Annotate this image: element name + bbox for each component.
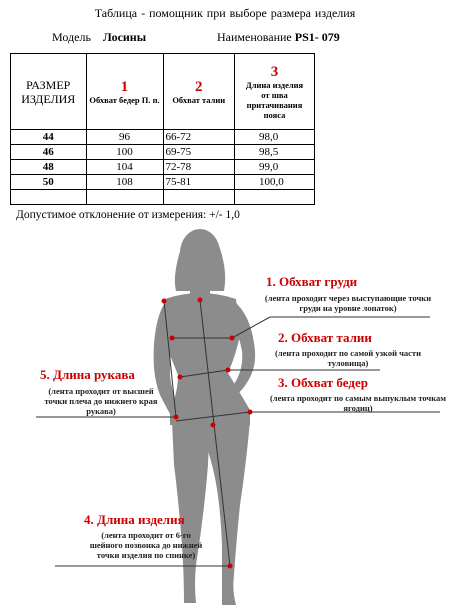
col-hips-header: 1 Обхват бедер П. п. xyxy=(86,54,163,130)
name-value: PS1- 079 xyxy=(294,30,340,44)
body-figure xyxy=(0,225,450,616)
waist-title: 2. Обхват талии xyxy=(278,330,372,345)
col-waist-header: 2 Обхват талии xyxy=(163,54,234,130)
hips-title: 3. Обхват бедер xyxy=(278,375,368,390)
model-field xyxy=(52,30,146,45)
table-row: 46 100 69-75 98,5 xyxy=(11,145,315,160)
name-label: Наименование xyxy=(217,30,292,44)
chest-title: 1. Обхват груди xyxy=(266,274,358,289)
hips-note: (лента проходит по самым выпуклым точкам ягодиц) xyxy=(269,393,447,413)
col-length-header: 3 Длина изделия от шва притачивания пояса xyxy=(235,54,315,130)
table-row: 44 96 66-72 98,0 xyxy=(11,130,315,145)
chest-note: (лента проходит через выступающие точки груди на уровне лопаток) xyxy=(264,293,432,313)
length-title: 4. Длина изделия xyxy=(84,512,185,527)
table-row: 50 108 75-81 100,0 xyxy=(11,175,315,190)
size-table xyxy=(10,53,315,205)
length-note: (лента проходит от 6-го шейного позвонка до нижней точки изделия по спинке) xyxy=(89,530,203,560)
col-size-header: РАЗМЕР ИЗДЕЛИЯ xyxy=(11,54,87,130)
table-row-empty xyxy=(11,190,315,205)
tolerance-note: Допустимое отклонение от измерения: +/- 1,0 xyxy=(16,209,240,221)
waist-note: (лента проходит по самой узкой части туловища) xyxy=(275,348,421,368)
model-value: Лосины xyxy=(102,30,147,44)
name-field xyxy=(217,30,340,45)
sleeve-title: 5. Длина рукава xyxy=(40,367,135,382)
page-title: Таблица - помощник при выборе размера изделия xyxy=(94,6,356,20)
sleeve-note: (лента проходит от высшей точки плеча до нижнего края рукава) xyxy=(44,386,158,416)
model-label: Модель xyxy=(52,30,91,44)
table-row: 48 104 72-78 99,0 xyxy=(11,160,315,175)
